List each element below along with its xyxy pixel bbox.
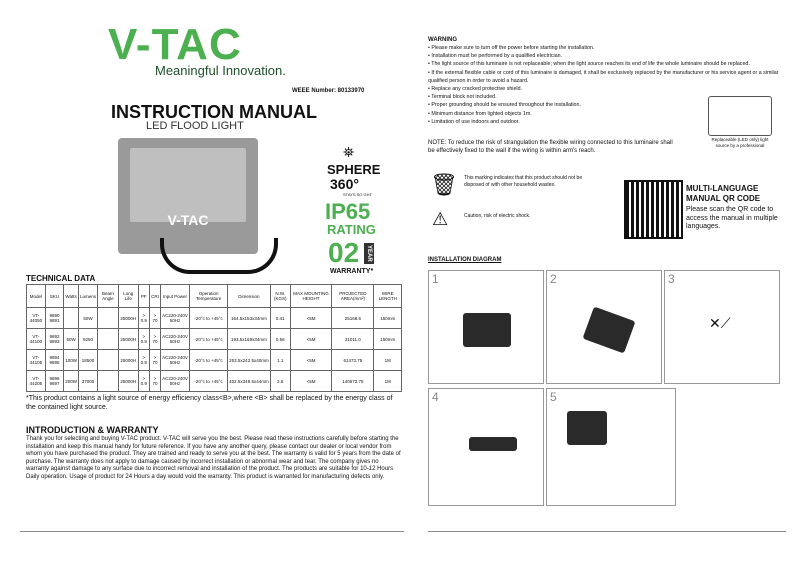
- table-cell: VT-44050: [27, 308, 46, 329]
- brand-logo: V-TAC: [108, 20, 242, 69]
- table-cell: <5M: [290, 371, 331, 392]
- intro-text: Thank you for selecting and buying V-TAC product. V-TAC will serve you the best. Please read these instructions carefully before starting the installation and keep this manual handy for future reference. If you have any another query, please contact our dealer or local vendor from whom you have purchased the product. They are trained and ready to serve you at the best. The warranty is valid for 5 years from the date of purchase. The warranty does not apply to damage caused by incorrect installation or abnormal wear and tear. The company gives no warranty against damage to any surface due to incorrect removal and installation of the product. The products are suitable for 10-12 Hours Daily operation. Usage of product for 24 Hours a day would void the warranty. This product is warranted for manufacturing defects only.: [26, 436, 401, 480]
- table-cell: > 0.9: [138, 308, 149, 329]
- warning-item: • Terminal block not included.: [428, 94, 497, 101]
- table-cell: 0.41: [270, 308, 290, 329]
- table-cell: -20°c to +45°c: [189, 308, 227, 329]
- table-cell: <5M: [290, 350, 331, 371]
- warning-item: • Replace any cracked protective shield.: [428, 86, 523, 93]
- qr-text: Please scan the QR code to access the manual in multiple languages.: [686, 206, 778, 230]
- table-row: [27, 308, 402, 329]
- year-label: YEAR: [366, 245, 372, 262]
- shock-warning-text: Caution, risk of electric shock.: [464, 213, 531, 219]
- warning-item: • Proper grounding should be ensured throughout the installation.: [428, 102, 581, 109]
- table-cell: > 70: [149, 308, 160, 329]
- weee-bin-icon: 🗑: [430, 172, 458, 197]
- warning-item: • Minimum distance from lighted objects 1m.: [428, 110, 532, 117]
- table-header-cell: Operation Temperature: [189, 285, 227, 308]
- table-header-cell: PROJECTED AREA(mm²): [332, 285, 374, 308]
- table-header-row: [27, 285, 402, 308]
- warranty-label: WARRANTY*: [330, 268, 374, 275]
- table-cell: [97, 308, 118, 329]
- replaceable-light-icon: [708, 96, 772, 136]
- rating-label: RATING: [327, 222, 376, 237]
- table-header-cell: N.W.(KGS): [270, 285, 290, 308]
- qr-title-line2: MANUAL QR CODE: [686, 194, 761, 203]
- install-step-4: [428, 388, 544, 506]
- strangulation-note: NOTE: To reduce the risk of strangulation the flexible wiring connected to this luminaire shall be effectively fixed to the wall if the wiring is within arm's reach.: [428, 140, 673, 154]
- table-cell: -20°c to +45°c: [189, 329, 227, 350]
- table-row: [27, 329, 402, 350]
- table-cell: 18500: [78, 350, 97, 371]
- table-cell: 140673.75: [332, 371, 374, 392]
- technical-data-title: TECHNICAL DATA: [26, 274, 96, 283]
- install-step-5: [546, 388, 676, 506]
- replaceable-text: Replaceable (LED only) light source by a professional: [711, 137, 769, 148]
- technical-data-table: [26, 284, 402, 392]
- warning-item: • Please make sure to turn off the power before starting the installation.: [428, 45, 595, 51]
- intro-title: INTRODUCTION & WARRANTY: [26, 425, 159, 435]
- mounting-bracket: [160, 238, 278, 274]
- table-cell: 9896 9897: [45, 371, 63, 392]
- sphere-degrees: 360°: [330, 176, 359, 192]
- table-cell: 402.5x349.5x44mm: [228, 371, 271, 392]
- table-cell: AC220-240V 50Hz: [161, 350, 190, 371]
- install-step-3: [664, 270, 780, 384]
- table-header-cell: Watts: [64, 285, 79, 308]
- table-cell: > 70: [149, 350, 160, 371]
- table-cell: > 0.9: [138, 350, 149, 371]
- screwdriver-icon: ✕⟋: [709, 315, 731, 331]
- table-cell: VT-44100: [27, 329, 46, 350]
- manual-title: INSTRUCTION MANUAL: [111, 102, 317, 122]
- table-cell: <5M: [290, 308, 331, 329]
- table-row: [27, 350, 402, 371]
- energy-class-note: *This product contains a light source of energy efficiency class<B>,where <B> shall be replaced by the energy class of the contained light source.: [26, 395, 393, 411]
- table-header-cell: Beam Angle: [97, 285, 118, 308]
- step-2-lamp: [583, 307, 636, 354]
- qr-code[interactable]: [624, 180, 683, 239]
- table-cell: 9890 9891: [45, 308, 63, 329]
- table-cell: 1.1: [270, 350, 290, 371]
- table-cell: <5M: [290, 329, 331, 350]
- step-number: 1: [432, 272, 439, 286]
- table-cell: VT-44205: [27, 371, 46, 392]
- table-cell: [97, 329, 118, 350]
- warning-item: • The light source of this luminaire is not replaceable; when the light source reaches its end of life the whole luminaire should be replaced.: [428, 61, 750, 68]
- table-cell: 37000: [78, 371, 97, 392]
- table-cell: > 0.9: [138, 371, 149, 392]
- table-header-cell: MAX MOUNTING HEIGHT: [290, 285, 331, 308]
- table-cell: 31011.0: [332, 329, 374, 350]
- lamp-icon: ⛯: [343, 144, 355, 160]
- stays-text: STAYS SO GHT: [343, 192, 372, 197]
- step-4-lamp: [469, 437, 517, 451]
- brand-tagline: Meaningful Innovation.: [155, 63, 286, 78]
- table-cell: 61473.75: [332, 350, 374, 371]
- table-cell: > 70: [149, 329, 160, 350]
- warning-item: • If the external flexible cable or cord of this luminaire is damaged, it shall be exclusively replaced by the manufacturer or his service agent or a similar qualified person in order to avoid a hazard.: [428, 69, 779, 84]
- installation-title: INSTALLATION DIAGRAM: [428, 257, 502, 263]
- table-header-cell: Model: [27, 285, 46, 308]
- table-header-cell: Lumens: [78, 285, 97, 308]
- table-header-cell: SKU: [45, 285, 63, 308]
- weee-number: WEEE Number: 80133970: [292, 88, 365, 94]
- table-header-cell: CRI: [149, 285, 160, 308]
- weee-bin-text: This marking indicates that this product should not be disposed of with other household wastes.: [464, 175, 583, 188]
- step-1-lamp: [463, 313, 511, 347]
- table-cell: 25000H: [118, 350, 138, 371]
- warning-item: • Installation must be performed by a qualified electrician.: [428, 53, 563, 60]
- manual-subtitle: LED FLOOD LIGHT: [146, 120, 244, 132]
- table-cell: AC220-240V 50Hz: [161, 308, 190, 329]
- warning-title: WARNING: [428, 37, 457, 43]
- table-cell: 150mm: [374, 308, 402, 329]
- table-header-cell: PF: [138, 285, 149, 308]
- table-cell: 50W: [64, 329, 79, 350]
- table-cell: 25000H: [118, 329, 138, 350]
- table-cell: 25000H: [118, 308, 138, 329]
- table-row: [27, 371, 402, 392]
- table-cell: 200W: [64, 371, 79, 392]
- table-cell: 25168.5: [332, 308, 374, 329]
- table-cell: > 0.9: [138, 329, 149, 350]
- table-cell: 150mm: [374, 329, 402, 350]
- table-header-cell: Long Life: [118, 285, 138, 308]
- qr-title-line1: MULTI-LANGUAGE: [686, 184, 759, 193]
- warning-item: • Limitation of use indoors and outdoor.: [428, 118, 520, 125]
- table-cell: -20°c to +45°c: [189, 371, 227, 392]
- install-step-2: [546, 270, 662, 384]
- table-cell: [64, 308, 79, 329]
- table-cell: 164.5x153x34mm: [228, 308, 271, 329]
- footer-divider-left: [20, 531, 404, 532]
- table-cell: 9894 9895: [45, 350, 63, 371]
- table-cell: 9250: [78, 329, 97, 350]
- table-cell: -20°c to +45°c: [189, 350, 227, 371]
- table-cell: 253.5x242.5x40mm: [228, 350, 271, 371]
- table-cell: [97, 350, 118, 371]
- table-cell: 9892 9893: [45, 329, 63, 350]
- table-cell: 1M: [374, 350, 402, 371]
- table-cell: VT-44105: [27, 350, 46, 371]
- table-cell: AC220-240V 50Hz: [161, 371, 190, 392]
- step-number: 5: [550, 390, 557, 404]
- footer-divider-right: [428, 531, 786, 532]
- step-number: 4: [432, 390, 439, 404]
- table-cell: 2.8: [270, 371, 290, 392]
- step-5-lamp: [567, 411, 607, 445]
- step-number: 3: [668, 272, 675, 286]
- flood-light-image: [118, 138, 258, 254]
- table-cell: 1M: [374, 371, 402, 392]
- table-cell: [97, 371, 118, 392]
- table-header-cell: Input Power: [161, 285, 190, 308]
- table-cell: 0.56: [270, 329, 290, 350]
- table-cell: 193.5x169x34mm: [228, 329, 271, 350]
- qr-title: [686, 184, 760, 204]
- shock-warning-icon: ⚠: [432, 209, 449, 229]
- table-cell: 50W: [78, 308, 97, 329]
- warranty-years: 02: [328, 237, 360, 268]
- step-number: 2: [550, 272, 557, 286]
- table-header-cell: WIRE LENGTH: [374, 285, 402, 308]
- install-step-1: [428, 270, 544, 384]
- table-cell: 100W: [64, 350, 79, 371]
- table-cell: > 70: [149, 371, 160, 392]
- sphere-badge: SPHERE: [327, 162, 381, 177]
- table-cell: 25000H: [118, 371, 138, 392]
- lamp-logo: V-TAC: [167, 212, 209, 228]
- table-header-cell: Dimension: [228, 285, 271, 308]
- table-cell: AC220-240V 50Hz: [161, 329, 190, 350]
- ip-rating: IP65: [325, 199, 371, 224]
- led-panel: [130, 148, 246, 222]
